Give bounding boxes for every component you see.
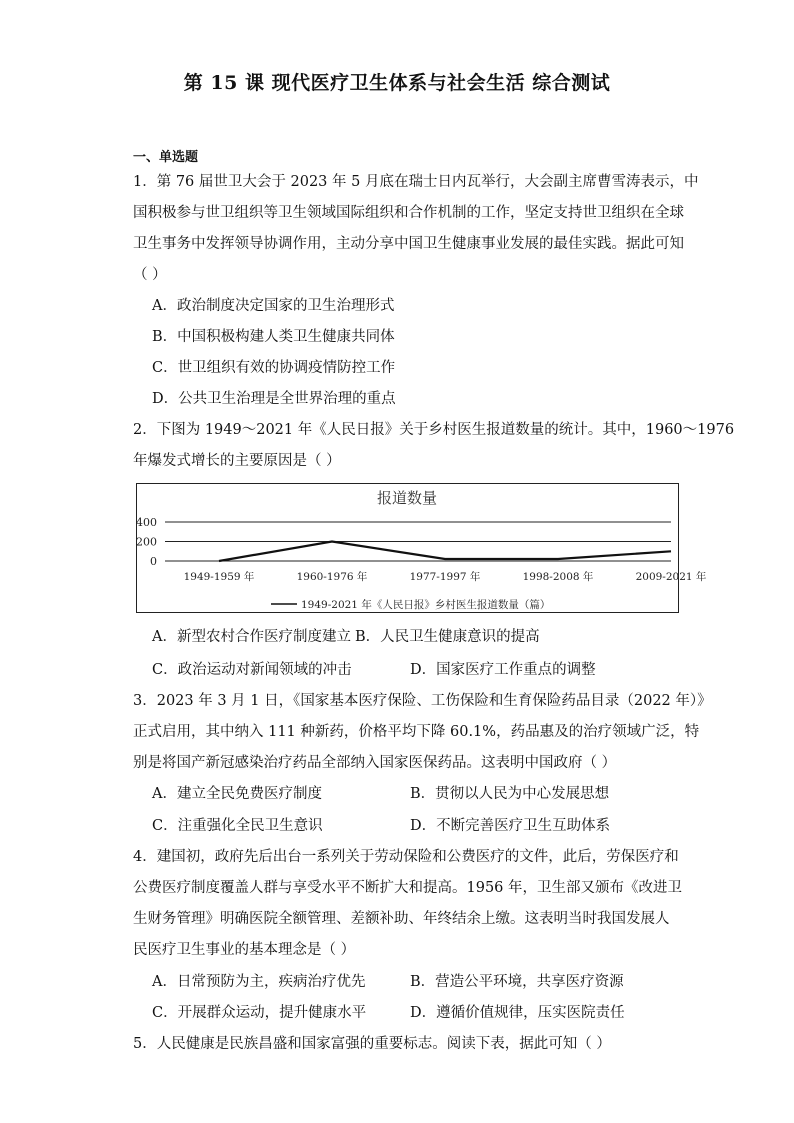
q1-line: 国积极参与世卫组织等卫生领域国际组织和合作机制的工作，坚定支持世卫组织在全球 — [133, 205, 684, 221]
x-tick-label: 1977-1997 年 — [409, 571, 481, 583]
q1-option-c[interactable]: C．世卫组织有效的协调疫情防控工作 — [152, 360, 396, 376]
x-tick-label: 1960-1976 年 — [296, 571, 368, 583]
q4-line: 公费医疗制度覆盖人群与享受水平不断扩大和提高。1956 年，卫生部又颁布《改进卫 — [133, 880, 683, 896]
q2-option-a[interactable]: A．新型农村合作医疗制度建立 — [152, 629, 351, 645]
section-heading: 一、单选题 — [133, 150, 199, 165]
x-tick-label: 1998-2008 年 — [522, 571, 594, 583]
q4-option-b[interactable]: B．营造公平环境，共享医疗资源 — [410, 974, 624, 990]
q1-line: 1．第 76 届世卫大会于 2023 年 5 月底在瑞士日内瓦举行，大会副主席曹雪涛表示，中 — [133, 174, 699, 190]
chart-svg — [136, 484, 707, 611]
q3-option-d[interactable]: D．不断完善医疗卫生互助体系 — [410, 818, 611, 834]
q2-line: 2．下图为 1949～2021 年《人民日报》关于乡村医生报道数量的统计。其中，1960～1976 — [133, 422, 735, 438]
legend-label: 1949-2021 年《人民日报》乡村医生报道数量（篇） — [301, 599, 551, 611]
q3-line: 别是将国产新冠感染治疗药品全部纳入国家医保药品。这表明中国政府（ ） — [133, 755, 617, 771]
series-line — [219, 542, 671, 562]
y-tick-label: 400 — [136, 516, 157, 529]
q4-line: 生财务管理》明确医院全额管理、差额补助、年终结余上缴。这表明当时我国发展人 — [133, 911, 670, 927]
q1-line: 卫生事务中发挥领导协调作用，主动分享中国卫生健康事业发展的最佳实践。据此可知 — [133, 236, 684, 252]
q2-line: 年爆发式增长的主要原因是（ ） — [133, 453, 341, 469]
q2-option-c[interactable]: C．政治运动对新闻领域的冲击 — [152, 662, 352, 678]
q4-option-a[interactable]: A．日常预防为主，疾病治疗优先 — [152, 974, 366, 990]
x-tick-label: 2009-2021 年 — [635, 571, 707, 583]
q3-line: 正式启用，其中纳入 111 种新药，价格平均下降 60.1%，药品惠及的治疗领域广泛，特 — [133, 724, 700, 740]
chart-title: 报道数量 — [376, 489, 438, 507]
q3-option-b[interactable]: B．贯彻以人民为中心发展思想 — [410, 786, 610, 802]
q3-line: 3．2023 年 3 月 1 日，《国家基本医疗保险、工伤保险和生育保险药品目录（2022 年）》 — [133, 693, 712, 709]
q3-option-a[interactable]: A．建立全民免费医疗制度 — [152, 786, 322, 802]
q4-option-d[interactable]: D．遵循价值规律，压实医院责任 — [410, 1005, 625, 1021]
y-tick-label: 200 — [136, 535, 157, 549]
q4-line: 4．建国初，政府先后出台一系列关于劳动保险和公费医疗的文件，此后，劳保医疗和 — [133, 849, 679, 865]
q2-option-b[interactable]: B．人民卫生健康意识的提高 — [355, 629, 540, 645]
q1-option-b[interactable]: B．中国积极构建人类卫生健康共同体 — [152, 329, 395, 345]
q1-option-a[interactable]: A．政治制度决定国家的卫生治理形式 — [152, 298, 395, 314]
page-title: 第 15 课 现代医疗卫生体系与社会生活 综合测试 — [183, 72, 611, 94]
x-tick-label: 1949-1959 年 — [183, 571, 255, 583]
q1-option-d[interactable]: D．公共卫生治理是全世界治理的重点 — [152, 391, 396, 407]
q2-option-d[interactable]: D．国家医疗工作重点的调整 — [410, 662, 596, 678]
y-tick-label: 0 — [150, 555, 157, 568]
q5-line: 5．人民健康是民族昌盛和国家富强的重要标志。阅读下表，据此可知（ ） — [133, 1036, 611, 1052]
q1-line: （ ） — [133, 267, 167, 283]
q4-option-c[interactable]: C．开展群众运动，提升健康水平 — [152, 1005, 367, 1021]
q3-option-c[interactable]: C．注重强化全民卫生意识 — [152, 818, 323, 834]
report-count-chart — [136, 483, 707, 613]
q4-line: 民医疗卫生事业的基本理念是（ ） — [133, 942, 356, 958]
